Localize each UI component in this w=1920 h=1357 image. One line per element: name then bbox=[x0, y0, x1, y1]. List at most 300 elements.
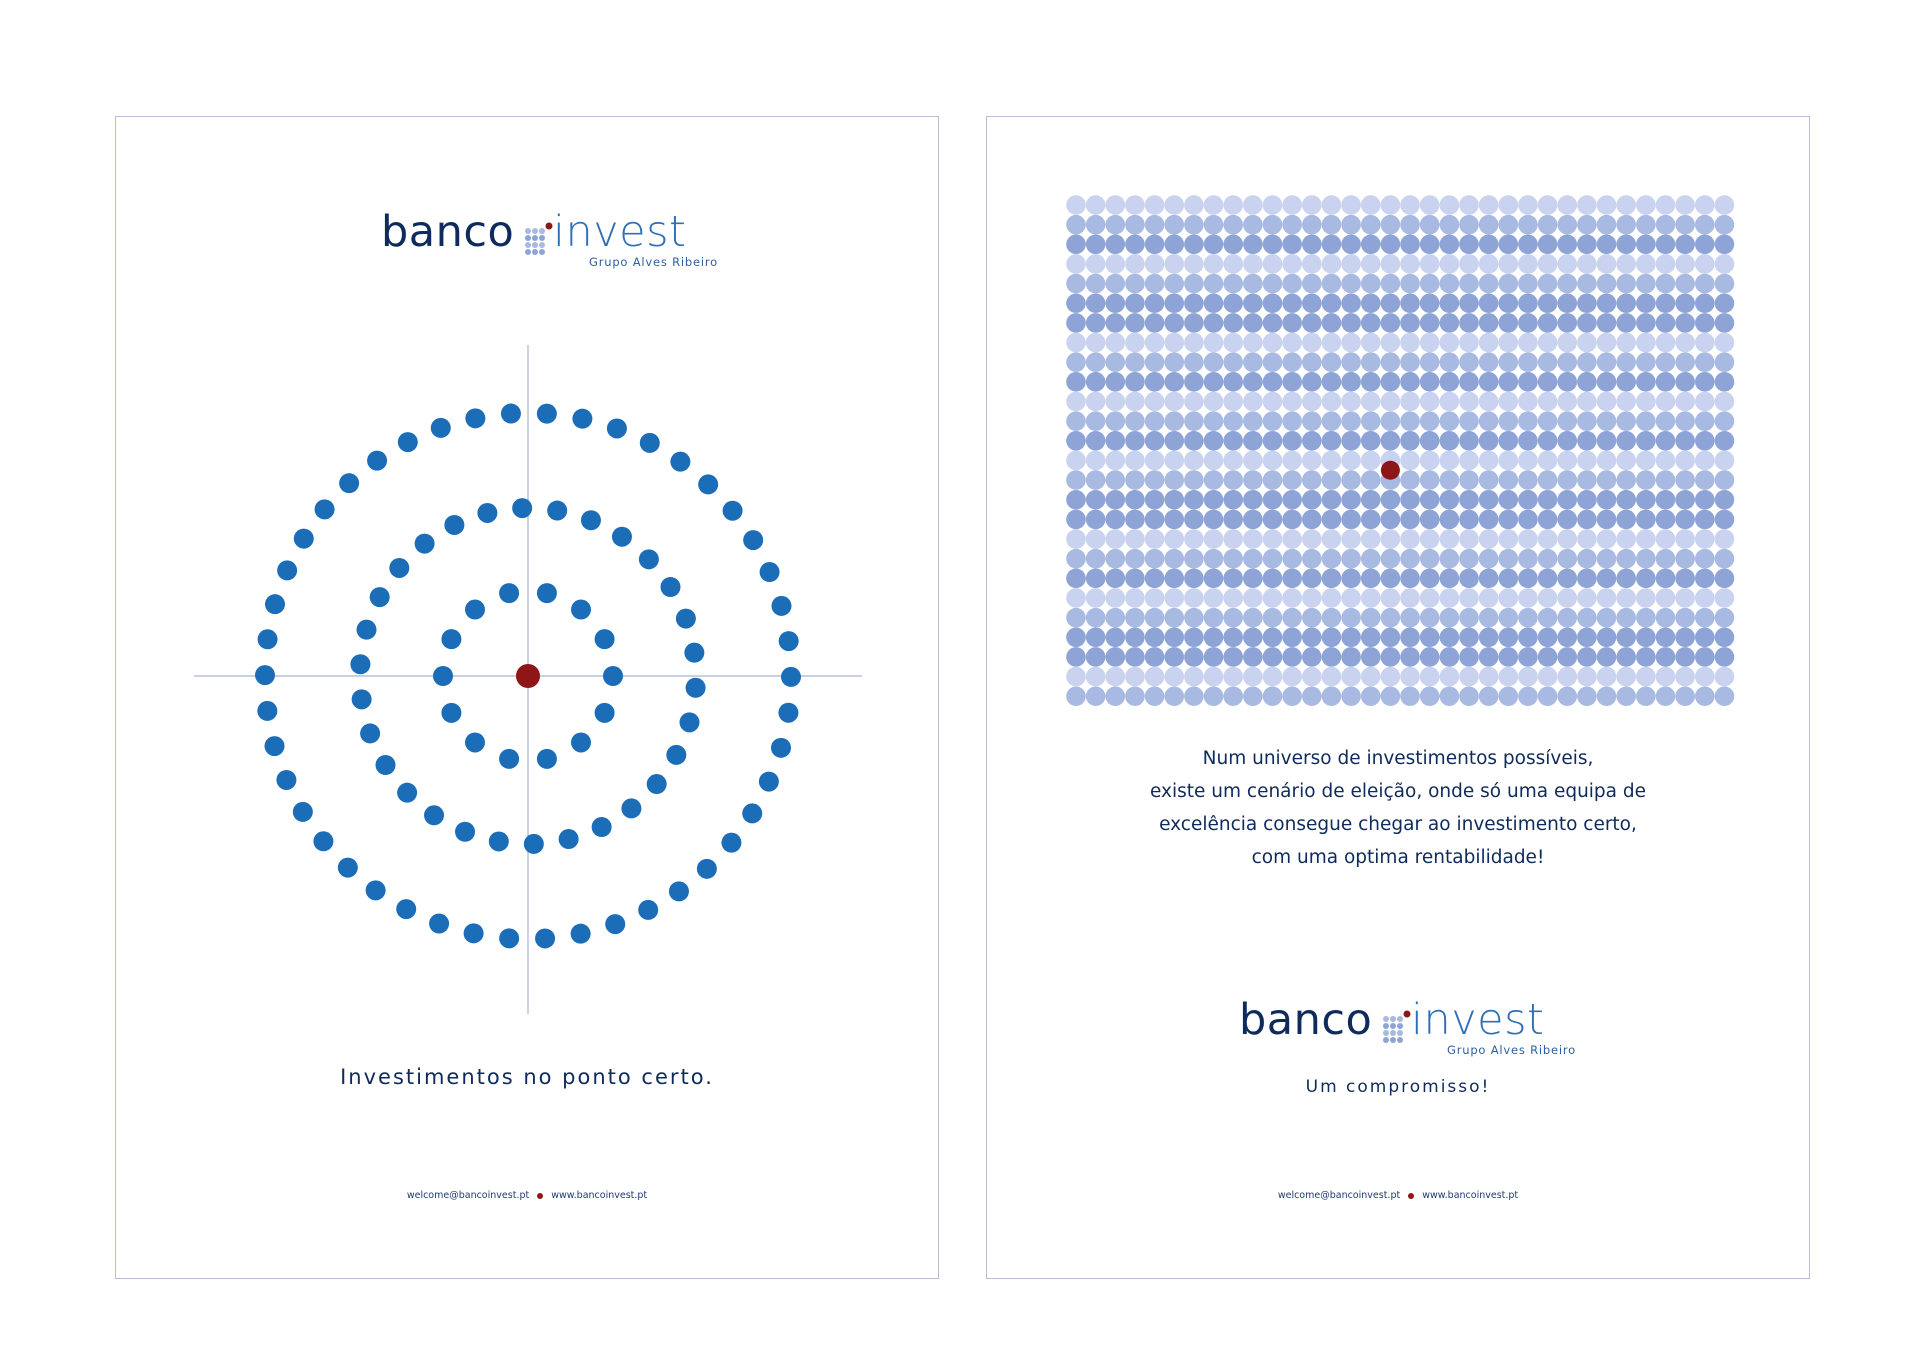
grid-dot bbox=[1164, 510, 1184, 530]
footer-website[interactable]: www.bancoinvest.pt bbox=[1422, 1190, 1519, 1201]
grid-dot bbox=[1066, 431, 1086, 451]
grid-dot bbox=[1125, 235, 1145, 255]
grid-dot bbox=[1518, 293, 1538, 313]
grid-dot bbox=[1459, 529, 1479, 549]
grid-dot bbox=[1420, 235, 1440, 255]
grid-dot bbox=[1557, 274, 1577, 294]
grid-dot bbox=[1499, 274, 1519, 294]
grid-dot bbox=[1577, 569, 1597, 589]
grid-dot bbox=[1341, 628, 1361, 648]
grid-dot bbox=[1302, 313, 1322, 333]
grid-dot bbox=[1636, 333, 1656, 353]
grid-dot bbox=[1341, 647, 1361, 667]
grid-dot bbox=[1184, 235, 1204, 255]
grid-dot bbox=[1223, 588, 1243, 608]
grid-dot bbox=[1223, 411, 1243, 431]
grid-dot bbox=[1341, 333, 1361, 353]
grid-dot bbox=[1282, 490, 1302, 510]
grid-dot bbox=[1518, 254, 1538, 274]
grid-dot bbox=[1695, 235, 1715, 255]
grid-dot bbox=[1223, 235, 1243, 255]
grid-dot bbox=[1086, 411, 1106, 431]
logo-mark-accent-dot bbox=[1404, 1011, 1411, 1018]
grid-dot bbox=[1164, 628, 1184, 648]
grid-dot bbox=[1381, 431, 1401, 451]
grid-dot bbox=[1381, 254, 1401, 274]
grid-dot bbox=[1145, 451, 1165, 471]
grid-dot bbox=[1125, 588, 1145, 608]
grid-dot bbox=[1341, 352, 1361, 372]
grid-dot bbox=[1164, 392, 1184, 412]
grid-dot bbox=[1263, 411, 1283, 431]
grid-dot bbox=[1243, 510, 1263, 530]
grid-dot bbox=[1145, 235, 1165, 255]
ring-dot bbox=[592, 817, 612, 837]
grid-dot bbox=[1695, 667, 1715, 687]
grid-dot bbox=[1695, 372, 1715, 392]
grid-dot bbox=[1557, 667, 1577, 687]
grid-dot bbox=[1204, 451, 1224, 471]
grid-dot bbox=[1204, 274, 1224, 294]
grid-dot bbox=[1557, 608, 1577, 628]
grid-dot bbox=[1322, 313, 1342, 333]
grid-dot bbox=[1164, 490, 1184, 510]
grid-dot bbox=[1616, 628, 1636, 648]
grid-dot bbox=[1106, 333, 1126, 353]
grid-dot bbox=[1557, 549, 1577, 569]
grid-dot bbox=[1282, 372, 1302, 392]
grid-dot bbox=[1616, 254, 1636, 274]
grid-dot bbox=[1302, 411, 1322, 431]
grid-dot bbox=[1695, 686, 1715, 706]
grid-dot bbox=[1557, 569, 1577, 589]
grid-dot bbox=[1715, 608, 1735, 628]
grid-dot bbox=[1695, 333, 1715, 353]
ring-dot bbox=[465, 408, 485, 428]
ring-dot bbox=[779, 631, 799, 651]
ring-dot bbox=[512, 498, 532, 518]
grid-dot bbox=[1440, 451, 1460, 471]
logo-mark-dot bbox=[1397, 1016, 1403, 1022]
grid-dot bbox=[1715, 313, 1735, 333]
grid-dot bbox=[1440, 274, 1460, 294]
grid-dot bbox=[1695, 510, 1715, 530]
ring-dot bbox=[464, 923, 484, 943]
grid-dot bbox=[1106, 490, 1126, 510]
grid-dot bbox=[1086, 608, 1106, 628]
grid-dot bbox=[1616, 667, 1636, 687]
grid-dot bbox=[1656, 686, 1676, 706]
grid-dot bbox=[1223, 274, 1243, 294]
grid-dot bbox=[1577, 628, 1597, 648]
grid-dot bbox=[1106, 431, 1126, 451]
grid-dot bbox=[1164, 686, 1184, 706]
grid-dot bbox=[1459, 686, 1479, 706]
grid-dot bbox=[1243, 215, 1263, 235]
grid-dot bbox=[1164, 569, 1184, 589]
grid-dot bbox=[1322, 686, 1342, 706]
grid-dot bbox=[1361, 628, 1381, 648]
grid-dot bbox=[1164, 274, 1184, 294]
grid-dot bbox=[1577, 254, 1597, 274]
grid-dot bbox=[1106, 215, 1126, 235]
grid-dot bbox=[1263, 254, 1283, 274]
dot-grid-illustration bbox=[987, 117, 1811, 1280]
grid-dot bbox=[1341, 313, 1361, 333]
grid-dot bbox=[1636, 235, 1656, 255]
grid-dot bbox=[1145, 529, 1165, 549]
grid-dot bbox=[1263, 215, 1283, 235]
grid-dot bbox=[1557, 431, 1577, 451]
grid-dot bbox=[1282, 510, 1302, 530]
grid-dot bbox=[1302, 549, 1322, 569]
grid-dot bbox=[1440, 392, 1460, 412]
grid-dot bbox=[1184, 686, 1204, 706]
grid-dot bbox=[1106, 628, 1126, 648]
grid-dot bbox=[1243, 313, 1263, 333]
grid-dot bbox=[1616, 313, 1636, 333]
grid-dot bbox=[1263, 431, 1283, 451]
grid-dot bbox=[1263, 529, 1283, 549]
right-tagline: Um compromisso! bbox=[1305, 1077, 1491, 1097]
grid-dot bbox=[1086, 195, 1106, 215]
grid-dot bbox=[1518, 686, 1538, 706]
grid-dot bbox=[1243, 431, 1263, 451]
ring-dot bbox=[499, 928, 519, 948]
grid-dot bbox=[1577, 215, 1597, 235]
grid-dot bbox=[1204, 235, 1224, 255]
grid-dot bbox=[1125, 431, 1145, 451]
grid-dot bbox=[1715, 647, 1735, 667]
grid-dot bbox=[1361, 490, 1381, 510]
ring-dot bbox=[370, 587, 390, 607]
grid-dot bbox=[1145, 647, 1165, 667]
grid-dot bbox=[1479, 529, 1499, 549]
grid-dot bbox=[1302, 529, 1322, 549]
grid-dot bbox=[1675, 686, 1695, 706]
grid-dot bbox=[1557, 510, 1577, 530]
grid-dot bbox=[1420, 333, 1440, 353]
grid-dot bbox=[1440, 352, 1460, 372]
grid-dot bbox=[1361, 274, 1381, 294]
grid-dot bbox=[1243, 667, 1263, 687]
grid-dot bbox=[1086, 235, 1106, 255]
grid-dot bbox=[1479, 411, 1499, 431]
grid-dot bbox=[1459, 451, 1479, 471]
grid-dot bbox=[1263, 333, 1283, 353]
grid-dot bbox=[1066, 549, 1086, 569]
grid-dot bbox=[1145, 490, 1165, 510]
grid-dot bbox=[1656, 195, 1676, 215]
grid-dot bbox=[1361, 313, 1381, 333]
footer-email[interactable]: welcome@bancoinvest.pt bbox=[1277, 1190, 1401, 1201]
body-line: existe um cenário de eleição, onde só uma equipa de bbox=[1149, 781, 1647, 802]
grid-dot bbox=[1125, 470, 1145, 490]
grid-dot bbox=[1499, 490, 1519, 510]
grid-dot bbox=[1577, 490, 1597, 510]
grid-dot bbox=[1243, 588, 1263, 608]
grid-dot bbox=[1361, 431, 1381, 451]
grid-dot bbox=[1302, 470, 1322, 490]
grid-dot bbox=[1695, 490, 1715, 510]
grid-dot bbox=[1066, 195, 1086, 215]
grid-dot bbox=[1597, 470, 1617, 490]
grid-dot bbox=[1715, 529, 1735, 549]
grid-dot bbox=[1479, 490, 1499, 510]
grid-dot bbox=[1715, 195, 1735, 215]
grid-dot bbox=[1302, 431, 1322, 451]
grid-dot bbox=[1695, 215, 1715, 235]
grid-dot bbox=[1302, 628, 1322, 648]
grid-dot bbox=[1164, 529, 1184, 549]
grid-dot bbox=[1420, 451, 1440, 471]
grid-dot bbox=[1204, 569, 1224, 589]
grid-dot bbox=[1223, 333, 1243, 353]
grid-dot bbox=[1675, 235, 1695, 255]
grid-dot bbox=[1499, 313, 1519, 333]
grid-dot bbox=[1125, 293, 1145, 313]
ring-dot bbox=[465, 732, 485, 752]
grid-dot bbox=[1223, 392, 1243, 412]
grid-dot bbox=[1125, 411, 1145, 431]
grid-dot bbox=[1518, 372, 1538, 392]
grid-dot bbox=[1263, 686, 1283, 706]
page-left bbox=[115, 116, 939, 1279]
grid-dot bbox=[1145, 510, 1165, 530]
grid-dot bbox=[1086, 392, 1106, 412]
grid-dot bbox=[1420, 431, 1440, 451]
ring-dot bbox=[723, 501, 743, 521]
grid-dot bbox=[1106, 392, 1126, 412]
ring-dot bbox=[441, 629, 461, 649]
grid-dot bbox=[1381, 411, 1401, 431]
grid-dot bbox=[1184, 352, 1204, 372]
grid-dot bbox=[1518, 411, 1538, 431]
ring-dot bbox=[258, 629, 278, 649]
ring-dot bbox=[366, 880, 386, 900]
footer-email[interactable]: welcome@bancoinvest.pt bbox=[406, 1190, 530, 1201]
grid-dot bbox=[1164, 352, 1184, 372]
grid-dot bbox=[1538, 352, 1558, 372]
grid-dot bbox=[1656, 549, 1676, 569]
grid-dot bbox=[1538, 372, 1558, 392]
grid-dot bbox=[1223, 549, 1243, 569]
ring-dot bbox=[537, 404, 557, 424]
grid-dot bbox=[1479, 333, 1499, 353]
logo-mark-dot bbox=[1397, 1023, 1403, 1029]
ring-dot bbox=[338, 858, 358, 878]
grid-dot bbox=[1538, 588, 1558, 608]
grid-dot bbox=[1616, 372, 1636, 392]
ring-dot bbox=[686, 678, 706, 698]
target-rings-illustration bbox=[116, 117, 940, 1280]
grid-dot bbox=[1145, 293, 1165, 313]
grid-dot bbox=[1204, 667, 1224, 687]
grid-dot bbox=[1145, 313, 1165, 333]
logo-subtitle: Grupo Alves Ribeiro bbox=[1447, 1043, 1576, 1057]
footer-separator-dot-icon bbox=[1408, 1193, 1414, 1199]
grid-dot bbox=[1675, 411, 1695, 431]
ring-dot bbox=[293, 802, 313, 822]
grid-dot bbox=[1440, 431, 1460, 451]
grid-dot bbox=[1656, 569, 1676, 589]
grid-dot bbox=[1204, 195, 1224, 215]
grid-dot bbox=[1243, 470, 1263, 490]
grid-dot bbox=[1145, 352, 1165, 372]
grid-dot bbox=[1145, 431, 1165, 451]
grid-dot bbox=[1302, 254, 1322, 274]
grid-dot bbox=[1597, 588, 1617, 608]
grid-dot bbox=[1243, 274, 1263, 294]
grid-dot bbox=[1086, 686, 1106, 706]
grid-dot bbox=[1597, 490, 1617, 510]
grid-dot bbox=[1302, 588, 1322, 608]
grid-dot bbox=[1675, 588, 1695, 608]
grid-dot bbox=[1243, 647, 1263, 667]
grid-dot bbox=[1557, 293, 1577, 313]
grid-dot bbox=[1086, 569, 1106, 589]
grid-dot bbox=[1066, 490, 1086, 510]
grid-dot bbox=[1400, 215, 1420, 235]
grid-dot bbox=[1184, 569, 1204, 589]
grid-dot bbox=[1715, 588, 1735, 608]
grid-dot bbox=[1381, 490, 1401, 510]
grid-dot bbox=[1282, 274, 1302, 294]
grid-dot bbox=[1400, 510, 1420, 530]
grid-dot bbox=[1086, 352, 1106, 372]
grid-dot bbox=[1066, 293, 1086, 313]
grid-dot bbox=[1616, 647, 1636, 667]
grid-dot bbox=[1420, 588, 1440, 608]
grid-dot bbox=[1577, 372, 1597, 392]
ring-dot bbox=[431, 418, 451, 438]
grid-dot bbox=[1695, 274, 1715, 294]
grid-dot bbox=[1400, 431, 1420, 451]
grid-dot bbox=[1243, 608, 1263, 628]
grid-dot bbox=[1636, 667, 1656, 687]
grid-dot bbox=[1106, 352, 1126, 372]
grid-dot bbox=[1518, 333, 1538, 353]
grid-dot bbox=[1322, 490, 1342, 510]
grid-dot bbox=[1066, 352, 1086, 372]
grid-dot bbox=[1302, 215, 1322, 235]
grid-dot bbox=[1341, 569, 1361, 589]
ring-dot bbox=[676, 609, 696, 629]
grid-dot bbox=[1557, 647, 1577, 667]
grid-dot bbox=[1282, 569, 1302, 589]
ring-dot bbox=[666, 745, 686, 765]
grid-dot bbox=[1223, 608, 1243, 628]
grid-dot bbox=[1302, 333, 1322, 353]
grid-dot bbox=[1400, 628, 1420, 648]
grid-dot bbox=[1302, 647, 1322, 667]
grid-dot bbox=[1361, 293, 1381, 313]
ring-dot bbox=[501, 404, 521, 424]
grid-dot bbox=[1656, 588, 1676, 608]
grid-dot bbox=[1223, 490, 1243, 510]
grid-dot bbox=[1145, 667, 1165, 687]
grid-dot bbox=[1577, 392, 1597, 412]
grid-dot bbox=[1695, 628, 1715, 648]
grid-dot bbox=[1223, 647, 1243, 667]
footer-website[interactable]: www.bancoinvest.pt bbox=[551, 1190, 648, 1201]
grid-dot bbox=[1440, 529, 1460, 549]
grid-dot bbox=[1204, 313, 1224, 333]
grid-dot bbox=[1322, 667, 1342, 687]
grid-dot bbox=[1086, 588, 1106, 608]
logo-word-banco: banco bbox=[381, 207, 515, 257]
grid-dot bbox=[1400, 333, 1420, 353]
grid-dot bbox=[1282, 352, 1302, 372]
grid-dot bbox=[1577, 470, 1597, 490]
grid-dot bbox=[1420, 549, 1440, 569]
grid-dot bbox=[1164, 451, 1184, 471]
grid-dot bbox=[1145, 608, 1165, 628]
grid-dot bbox=[1322, 293, 1342, 313]
grid-dot bbox=[1086, 667, 1106, 687]
grid-dot bbox=[1597, 235, 1617, 255]
grid-dot bbox=[1499, 254, 1519, 274]
grid-dot bbox=[1263, 352, 1283, 372]
grid-dot bbox=[1715, 490, 1735, 510]
grid-dot bbox=[1715, 451, 1735, 471]
grid-dot bbox=[1715, 628, 1735, 648]
grid-dot bbox=[1440, 667, 1460, 687]
grid-dot bbox=[1223, 686, 1243, 706]
grid-dot bbox=[1381, 510, 1401, 530]
grid-dot bbox=[1184, 411, 1204, 431]
grid-dot bbox=[1066, 686, 1086, 706]
grid-dot bbox=[1322, 588, 1342, 608]
grid-dot bbox=[1145, 215, 1165, 235]
grid-dot bbox=[1459, 313, 1479, 333]
grid-dot bbox=[1479, 392, 1499, 412]
grid-dot bbox=[1715, 411, 1735, 431]
grid-dot bbox=[1223, 254, 1243, 274]
grid-dot bbox=[1440, 235, 1460, 255]
ring-dot bbox=[499, 583, 519, 603]
grid-dot bbox=[1184, 333, 1204, 353]
grid-dot bbox=[1164, 293, 1184, 313]
grid-dot bbox=[1282, 647, 1302, 667]
ring-dot bbox=[433, 666, 453, 686]
ring-dot bbox=[415, 534, 435, 554]
grid-dot bbox=[1125, 451, 1145, 471]
ring-dot bbox=[638, 900, 658, 920]
grid-dot bbox=[1499, 392, 1519, 412]
grid-dot bbox=[1557, 195, 1577, 215]
grid-dot bbox=[1164, 549, 1184, 569]
grid-dot bbox=[1164, 470, 1184, 490]
grid-dot bbox=[1263, 313, 1283, 333]
grid-dot bbox=[1420, 647, 1440, 667]
grid-dot bbox=[1125, 313, 1145, 333]
grid-dot bbox=[1577, 529, 1597, 549]
grid-dot bbox=[1263, 667, 1283, 687]
grid-dot bbox=[1066, 215, 1086, 235]
grid-dot bbox=[1636, 411, 1656, 431]
grid-dot bbox=[1361, 195, 1381, 215]
grid-dot bbox=[1440, 195, 1460, 215]
grid-dot bbox=[1125, 352, 1145, 372]
grid-dot bbox=[1459, 392, 1479, 412]
grid-dot bbox=[1145, 254, 1165, 274]
grid-dot bbox=[1636, 431, 1656, 451]
grid-dot bbox=[1557, 372, 1577, 392]
grid-dot bbox=[1715, 569, 1735, 589]
grid-dot bbox=[1518, 667, 1538, 687]
center-target-dot bbox=[516, 664, 540, 688]
